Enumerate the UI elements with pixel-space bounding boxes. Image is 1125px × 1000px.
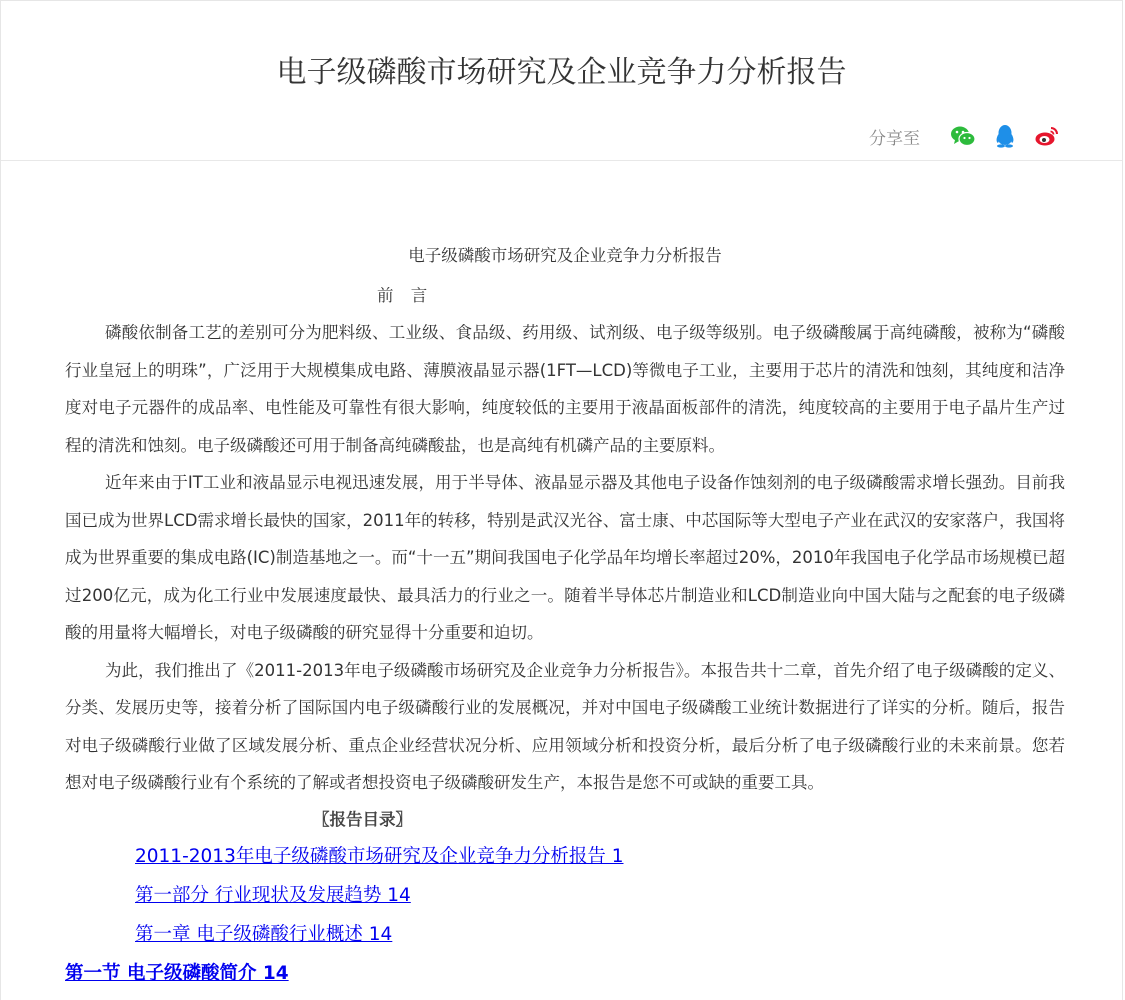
report-body (65, 233, 1065, 993)
qq-icon[interactable] (992, 123, 1018, 149)
preface-heading: 前 言 (377, 286, 434, 305)
toc-link-part-1[interactable]: 第一部分 行业现状及发展趋势 14 (135, 884, 411, 906)
share-label: 分享至 (869, 128, 920, 149)
toc-link-chapter-1[interactable]: 第一章 电子级磷酸行业概述 14 (135, 923, 393, 945)
intro-paragraph-1: 磷酸依制备工艺的差别可分为肥料级、工业级、食品级、药用级、试剂级、电子级等级别。电子级磷酸属于高纯磷酸，被称为“磷酸行业皇冠上的明珠”，广泛用于大规模集成电路、薄膜液晶显示器(1FT—LCD)等微电子工业，主要用于芯片的清洗和蚀刻，其纯度和洁净度对电子元器件的成品率、电性能及可靠性有很大影响，纯度较低的主要用于液晶面板部件的清洗，纯度较高的主要用于电子晶片生产过程的清洗和蚀刻。电子级磷酸还可用于制备高纯磷酸盐，也是高纯有机磷产品的主要原料。 (65, 323, 1065, 455)
weibo-icon[interactable] (1034, 123, 1060, 149)
intro-paragraph-2: 近年来由于IT工业和液晶显示电视迅速发展，用于半导体、液晶显示器及其他电子设备作蚀刻剂的电子级磷酸需求增长强劲。目前我国已成为世界LCD需求增长最快的国家，2011年的转移，特别是武汉光谷、富士康、中芯国际等大型电子产业在武汉的安家落户，我国将成为世界重要的集成电路(IC)制造基地之一。而“十一五”期间我国电子化学品年均增长率超过20%，2010年我国电子化学品市场规模已超过200亿元，成为化工行业中发展速度最快、最具活力的行业之一。随着半导体芯片制造业和LCD制造业向中国大陆与之配套的电子级磷酸的用量将大幅增长，对电子级磷酸的研究显得十分重要和迫切。 (65, 473, 1065, 642)
report-subtitle: 电子级磷酸市场研究及企业竞争力分析报告 (408, 246, 722, 265)
page-title: 电子级磷酸市场研究及企业竞争力分析报告 (276, 55, 847, 90)
toc-link-section-1[interactable]: 第一节 电子级磷酸简介 14 (65, 962, 289, 984)
page-header (1, 1, 1122, 161)
wechat-icon[interactable] (950, 123, 976, 149)
share-bar (869, 121, 1060, 151)
toc-heading: 〖报告目录〗 (313, 809, 412, 829)
intro-paragraph-3: 为此，我们推出了《2011-2013年电子级磷酸市场研究及企业竞争力分析报告》。本报告共十二章，首先介绍了电子级磷酸的定义、分类、发展历史等，接着分析了国际国内电子级磷酸行业的发展概况，并对中国电子级磷酸工业统计数据进行了详实的分析。随后，报告对电子级磷酸行业做了区域发展分析、重点企业经营状况分析、应用领域分析和投资分析，最后分析了电子级磷酸行业的未来前景。您若想对电子级磷酸行业有个系统的了解或者想投资电子级磷酸研发生产，本报告是您不可或缺的重要工具。 (65, 660, 1065, 792)
toc-link-report[interactable]: 2011-2013年电子级磷酸市场研究及企业竞争力分析报告 1 (135, 845, 624, 867)
